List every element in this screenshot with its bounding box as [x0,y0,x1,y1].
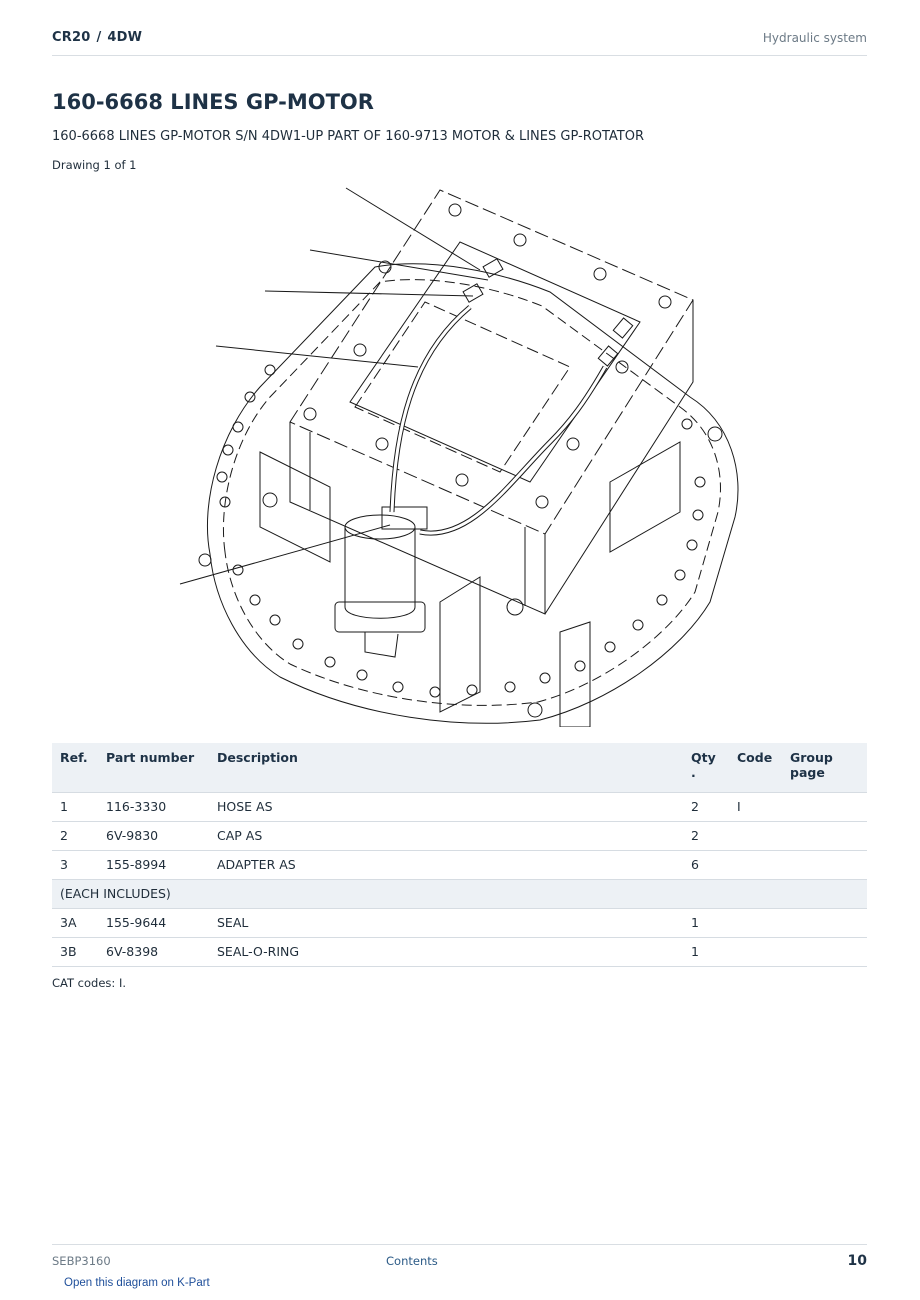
cell-code [729,821,782,850]
cell-ref: 1 [52,792,98,821]
cell-qty: 1 [683,937,729,966]
col-group-line2: page [790,765,825,780]
cell-ref: 2 [52,821,98,850]
breadcrumb-separator: / [96,30,102,45]
cell-description: SEAL-O-RING [209,937,683,966]
cell-group-page [782,821,867,850]
cell-qty: 6 [683,850,729,879]
rotator-outer-outline [207,264,738,723]
cell-code [729,908,782,937]
top-plate [290,190,693,534]
leader-lines [180,188,488,584]
cell-code [729,937,782,966]
col-group-page [782,743,867,792]
col-group-line1: Group [790,750,833,765]
cell-ref: 3B [52,937,98,966]
cell-description: HOSE AS [209,792,683,821]
col-qty-line2: . [691,765,696,780]
cat-codes-note: CAT codes: I. [52,976,126,990]
open-kpart-link[interactable]: Open this diagram on K-Part [64,1277,210,1289]
parts-diagram [170,182,750,727]
cell-qty: 1 [683,908,729,937]
cell-qty: 2 [683,821,729,850]
top-plate-inner [350,242,640,482]
page-header [52,28,867,56]
section-name: Hydraulic system [762,31,867,45]
table-row [52,937,867,966]
breadcrumb [52,30,142,45]
cell-qty: 2 [683,792,729,821]
hose-left [392,307,470,512]
cell-code [729,850,782,879]
drawing-label: Drawing 1 of 1 [52,158,137,172]
cell-code: I [729,792,782,821]
col-qty-line1: Qty [691,750,716,765]
motor-flange [335,602,425,632]
frame-wall-left [290,422,545,614]
right-rib [560,622,590,727]
contents-link[interactable]: Contents [386,1254,438,1268]
table-row [52,908,867,937]
col-qty [683,743,729,792]
table-header-row [52,743,867,792]
cell-description: SEAL [209,908,683,937]
col-description: Description [209,743,683,792]
cell-part-number: 6V-9830 [98,821,209,850]
cell-ref: 3A [52,908,98,937]
cell-group-page [782,937,867,966]
hose-right [420,367,605,533]
cell-part-number: 116-3330 [98,792,209,821]
cell-part-number: 6V-8398 [98,937,209,966]
serial-prefix: 4DW [107,30,143,45]
cell-group-page [782,792,867,821]
cell-description: CAP AS [209,821,683,850]
cell-ref: 3 [52,850,98,879]
cell-group-page [782,908,867,937]
group-label: (EACH INCLUDES) [52,879,867,908]
model-name: CR20 [52,30,91,45]
col-ref: Ref. [52,743,98,792]
cell-part-number: 155-8994 [98,850,209,879]
parts-table [52,743,867,967]
page-subtitle: 160-6668 LINES GP-MOTOR S/N 4DW1-UP PART OF 160-9713 MOTOR & LINES GP-ROTATOR [52,129,644,144]
cell-part-number: 155-9644 [98,908,209,937]
front-rib [440,577,480,712]
col-part-number: Part number [98,743,209,792]
page-number: 10 [847,1253,867,1269]
table-row [52,850,867,879]
motor-body [345,527,415,618]
table-row [52,792,867,821]
rear-rib [610,442,680,552]
table-group-row [52,879,867,908]
table-row [52,821,867,850]
frame-wall-right [545,300,693,614]
cell-group-page [782,850,867,879]
rotator-inner-outline [223,280,720,706]
cell-description: ADAPTER AS [209,850,683,879]
document-id: SEBP3160 [52,1254,111,1268]
page-title: 160-6668 LINES GP-MOTOR [52,90,374,114]
motor-top [345,515,415,539]
page-footer [52,1244,867,1274]
col-code: Code [729,743,782,792]
